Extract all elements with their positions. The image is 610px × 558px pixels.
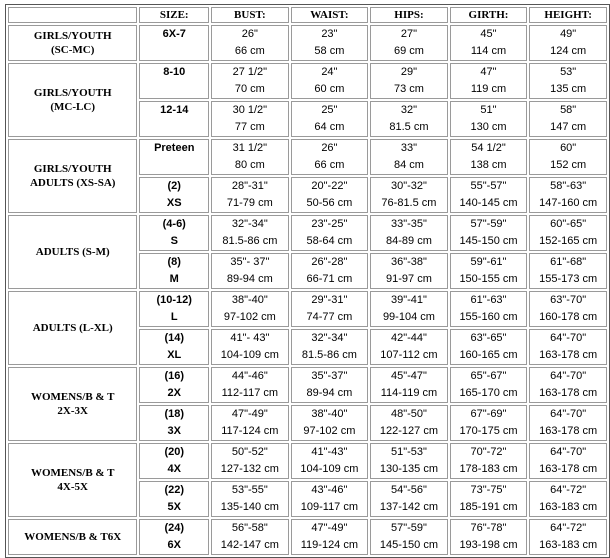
girth-primary-text: 70"-72" <box>470 446 507 458</box>
size-secondary-text <box>140 43 208 60</box>
group-label-line: WOMENS/B & T <box>30 467 115 479</box>
height-primary-text: 64"-70" <box>550 332 587 344</box>
girth-secondary-text: 145-150 cm <box>459 235 518 247</box>
size-secondary-text: 2X <box>167 387 181 399</box>
height-cell <box>529 329 607 365</box>
girth-primary-text: 61"-63" <box>470 294 507 306</box>
group-label-cell <box>8 291 137 365</box>
group-label-line: ADULTS (L-XL) <box>32 322 113 334</box>
girth-secondary-text: 119 cm <box>470 83 507 95</box>
group-label-line: 2X-3X <box>57 405 88 417</box>
girth-primary-text: 73"-75" <box>470 484 507 496</box>
hips-cell <box>370 253 448 289</box>
size-primary-text: (18) <box>164 408 185 420</box>
girth-secondary-text: 178-183 cm <box>459 463 518 475</box>
hips-secondary-text: 114-119 cm <box>380 387 438 399</box>
bust-secondary-text: 81.5-86 cm <box>222 235 278 247</box>
bust-cell <box>211 443 289 479</box>
group-label-line: (MC-LC) <box>50 101 95 113</box>
waist-secondary-text: 64 cm <box>314 121 345 133</box>
size-secondary-text: S <box>170 235 178 247</box>
height-secondary-text: 147 cm <box>550 121 587 133</box>
girth-secondary-text: 140-145 cm <box>459 197 518 209</box>
waist-primary-text: 26" <box>321 142 338 154</box>
waist-secondary-text: 109-117 cm <box>300 501 359 513</box>
size-secondary-text <box>140 157 208 174</box>
hips-primary-text: 57"-59" <box>390 522 427 534</box>
bust-primary-text: 41"- 43" <box>230 332 270 344</box>
height-primary-text: 58" <box>560 104 577 116</box>
size-cell <box>139 177 209 213</box>
girth-cell <box>450 329 528 365</box>
waist-secondary-text: 50-56 cm <box>306 197 353 209</box>
hips-primary-text: 39"-41" <box>390 294 427 306</box>
hips-secondary-text: 122-127 cm <box>379 425 438 437</box>
group-label-line: (SC-MC) <box>51 44 95 56</box>
waist-secondary-text: 74-77 cm <box>306 311 353 323</box>
hips-cell <box>370 215 448 251</box>
height-cell <box>529 215 607 251</box>
hips-primary-text: 32" <box>400 104 417 116</box>
group-label-cell <box>8 367 137 441</box>
hips-secondary-text: 69 cm <box>393 45 424 57</box>
girth-primary-text: 59"-61" <box>470 256 507 268</box>
bust-primary-text: 47"-49" <box>231 408 268 420</box>
waist-cell <box>291 215 369 251</box>
girth-secondary-text: 114 cm <box>470 45 507 57</box>
size-secondary-text: M <box>169 273 179 285</box>
hips-primary-text: 45"-47" <box>390 370 427 382</box>
group-label-cell <box>8 443 137 517</box>
size-cell <box>139 63 209 99</box>
girth-secondary-text: 170-175 cm <box>459 425 518 437</box>
height-secondary-text: 160-178 cm <box>539 311 598 323</box>
bust-cell <box>211 139 289 175</box>
hips-cell <box>370 101 448 137</box>
header-hips: HIPS: <box>370 7 448 23</box>
hips-secondary-text: 91-97 cm <box>386 273 432 285</box>
hips-primary-text: 36"-38" <box>390 256 427 268</box>
bust-primary-text: 30 1/2" <box>232 104 268 116</box>
waist-cell <box>291 367 369 403</box>
waist-cell <box>291 443 369 479</box>
height-cell <box>529 405 607 441</box>
size-cell <box>139 367 209 403</box>
bust-cell <box>211 481 289 517</box>
bust-primary-text: 31 1/2" <box>232 142 268 154</box>
waist-primary-text: 38"-40" <box>311 408 348 420</box>
height-primary-text: 64"-70" <box>550 408 587 420</box>
height-cell <box>529 291 607 327</box>
bust-primary-text: 27 1/2" <box>232 66 268 78</box>
girth-primary-text: 76"-78" <box>470 522 507 534</box>
girth-cell <box>450 63 528 99</box>
girth-secondary-text: 160-165 cm <box>459 349 518 361</box>
waist-cell <box>291 63 369 99</box>
group-label-cell <box>8 25 137 61</box>
size-primary-text: (24) <box>164 522 185 534</box>
girth-cell <box>450 101 528 137</box>
height-cell <box>529 367 607 403</box>
height-cell <box>529 139 607 175</box>
size-secondary-text <box>140 81 208 98</box>
size-primary-text: (10-12) <box>156 294 192 306</box>
header-row <box>8 7 607 23</box>
group-label-line: GIRLS/YOUTH <box>33 163 112 175</box>
size-cell <box>139 481 209 517</box>
waist-cell <box>291 405 369 441</box>
hips-primary-text: 48"-50" <box>390 408 427 420</box>
height-secondary-text: 163-183 cm <box>539 539 598 551</box>
girth-cell <box>450 443 528 479</box>
header-waist: WAIST: <box>291 7 369 23</box>
waist-cell <box>291 291 369 327</box>
height-cell <box>529 101 607 137</box>
waist-secondary-text: 89-94 cm <box>306 387 353 399</box>
girth-cell <box>450 215 528 251</box>
girth-secondary-text: 150-155 cm <box>459 273 518 285</box>
waist-primary-text: 25" <box>321 104 338 116</box>
girth-primary-text: 67"-69" <box>470 408 507 420</box>
group-label-line: ADULTS (XS-SA) <box>29 177 116 189</box>
girth-cell <box>450 481 528 517</box>
height-secondary-text: 163-178 cm <box>539 387 598 399</box>
size-cell <box>139 291 209 327</box>
hips-cell <box>370 367 448 403</box>
waist-primary-text: 23" <box>321 28 338 40</box>
height-cell <box>529 443 607 479</box>
bust-primary-text: 53"-55" <box>231 484 268 496</box>
bust-cell <box>211 367 289 403</box>
waist-secondary-text: 104-109 cm <box>300 463 359 475</box>
group-label-line: GIRLS/YOUTH <box>33 87 112 99</box>
hips-secondary-text: 81.5 cm <box>389 121 429 133</box>
height-cell <box>529 25 607 61</box>
hips-primary-text: 27" <box>400 28 417 40</box>
hips-cell <box>370 291 448 327</box>
girth-cell <box>450 519 528 555</box>
waist-cell <box>291 139 369 175</box>
size-primary-text: (16) <box>164 370 185 382</box>
bust-secondary-text: 127-132 cm <box>220 463 279 475</box>
waist-cell <box>291 177 369 213</box>
girth-secondary-text: 130 cm <box>470 121 507 133</box>
size-primary-text: (22) <box>164 484 185 496</box>
bust-cell <box>211 329 289 365</box>
waist-primary-text: 26"-28" <box>311 256 348 268</box>
table-row <box>8 519 607 555</box>
size-secondary-text: 5X <box>167 501 181 513</box>
group-label-line: GIRLS/YOUTH <box>33 30 112 42</box>
group-label-cell <box>8 519 137 555</box>
waist-primary-text: 35"-37" <box>311 370 348 382</box>
group-label-line: WOMENS/B & T6X <box>24 531 122 543</box>
bust-secondary-text: 89-94 cm <box>226 273 273 285</box>
header-height: HEIGHT: <box>529 7 607 23</box>
size-chart-table <box>5 4 610 558</box>
header-blank-cell <box>8 7 137 23</box>
group-label-line: 4X-5X <box>57 481 88 493</box>
table-row <box>8 367 607 403</box>
header-size: SIZE: <box>139 7 209 23</box>
bust-primary-text: 26" <box>241 28 258 40</box>
bust-secondary-text: 117-124 cm <box>221 425 279 437</box>
bust-primary-text: 35"- 37" <box>230 256 270 268</box>
waist-secondary-text: 58 cm <box>314 45 345 57</box>
bust-cell <box>211 63 289 99</box>
size-primary-text: (2) <box>167 180 181 192</box>
bust-primary-text: 56"-58" <box>231 522 268 534</box>
girth-primary-text: 55"-57" <box>470 180 507 192</box>
height-secondary-text: 163-178 cm <box>539 463 598 475</box>
waist-primary-text: 24" <box>321 66 338 78</box>
girth-cell <box>450 139 528 175</box>
waist-cell <box>291 481 369 517</box>
size-cell <box>139 405 209 441</box>
height-primary-text: 64"-72" <box>550 484 587 496</box>
waist-cell <box>291 519 369 555</box>
size-cell <box>139 215 209 251</box>
bust-cell <box>211 215 289 251</box>
group-label-cell <box>8 63 137 137</box>
size-secondary-text: XS <box>166 197 182 209</box>
bust-secondary-text: 135-140 cm <box>220 501 279 513</box>
waist-secondary-text: 97-102 cm <box>303 425 356 437</box>
size-cell <box>139 101 209 137</box>
bust-cell <box>211 405 289 441</box>
hips-primary-text: 30"-32" <box>390 180 427 192</box>
height-primary-text: 60"-65" <box>550 218 587 230</box>
waist-primary-text: 23"-25" <box>311 218 348 230</box>
waist-secondary-text: 60 cm <box>314 83 345 95</box>
girth-cell <box>450 25 528 61</box>
height-primary-text: 53" <box>560 66 577 78</box>
bust-secondary-text: 142-147 cm <box>220 539 279 551</box>
bust-cell <box>211 25 289 61</box>
height-secondary-text: 163-183 cm <box>539 501 598 513</box>
girth-secondary-text: 193-198 cm <box>459 539 518 551</box>
height-cell <box>529 63 607 99</box>
hips-primary-text: 33" <box>400 142 417 154</box>
hips-cell <box>370 177 448 213</box>
table-row <box>8 63 607 99</box>
height-secondary-text: 155-173 cm <box>539 273 598 285</box>
girth-primary-text: 54 1/2" <box>471 142 506 154</box>
waist-cell <box>291 253 369 289</box>
hips-secondary-text: 99-104 cm <box>382 311 435 323</box>
size-cell <box>139 139 209 175</box>
bust-cell <box>211 253 289 289</box>
hips-secondary-text: 73 cm <box>393 83 424 95</box>
height-primary-text: 63"-70" <box>550 294 587 306</box>
table-row <box>8 215 607 251</box>
height-primary-text: 49" <box>560 28 577 40</box>
hips-secondary-text: 145-150 cm <box>379 539 438 551</box>
height-secondary-text: 147-160 cm <box>539 197 598 209</box>
waist-secondary-text: 66-71 cm <box>306 273 353 285</box>
bust-cell <box>211 519 289 555</box>
size-primary-text: (4-6) <box>162 218 186 230</box>
height-secondary-text: 152 cm <box>550 159 587 171</box>
bust-primary-text: 50"-52" <box>231 446 268 458</box>
height-secondary-text: 135 cm <box>550 83 587 95</box>
waist-secondary-text: 81.5-86 cm <box>301 349 357 361</box>
size-primary-text: 8-10 <box>163 66 186 78</box>
bust-primary-text: 28"-31" <box>231 180 268 192</box>
group-label-cell <box>8 215 137 289</box>
height-secondary-text: 163-178 cm <box>539 349 598 361</box>
height-primary-text: 64"-70" <box>550 446 587 458</box>
girth-secondary-text: 155-160 cm <box>459 311 518 323</box>
hips-primary-text: 29" <box>400 66 417 78</box>
bust-secondary-text: 70 cm <box>234 83 265 95</box>
header-bust: BUST: <box>211 7 289 23</box>
header-girth: GIRTH: <box>450 7 528 23</box>
size-primary-text: (20) <box>164 446 185 458</box>
hips-secondary-text: 107-112 cm <box>380 349 438 361</box>
girth-primary-text: 47" <box>480 66 497 78</box>
height-secondary-text: 124 cm <box>550 45 587 57</box>
hips-cell <box>370 481 448 517</box>
size-cell <box>139 25 209 61</box>
waist-primary-text: 29"-31" <box>311 294 348 306</box>
girth-secondary-text: 185-191 cm <box>459 501 518 513</box>
hips-cell <box>370 329 448 365</box>
hips-cell <box>370 519 448 555</box>
size-primary-text: Preteen <box>154 142 195 154</box>
waist-primary-text: 32"-34" <box>311 332 348 344</box>
group-label-cell <box>8 139 137 213</box>
bust-cell <box>211 291 289 327</box>
girth-cell <box>450 177 528 213</box>
group-label-line: ADULTS (S-M) <box>35 246 110 258</box>
girth-cell <box>450 405 528 441</box>
waist-secondary-text: 119-124 cm <box>300 539 359 551</box>
size-secondary-text: XL <box>167 349 182 361</box>
hips-primary-text: 54"-56" <box>390 484 427 496</box>
height-primary-text: 61"-68" <box>550 256 587 268</box>
group-label-line: WOMENS/B & T <box>30 391 115 403</box>
size-primary-text: (14) <box>164 332 185 344</box>
girth-primary-text: 51" <box>480 104 497 116</box>
girth-cell <box>450 367 528 403</box>
bust-secondary-text: 97-102 cm <box>223 311 276 323</box>
size-primary-text: 6X-7 <box>162 28 186 40</box>
hips-cell <box>370 63 448 99</box>
height-primary-text: 64"-70" <box>550 370 587 382</box>
hips-secondary-text: 84 cm <box>393 159 424 171</box>
waist-secondary-text: 58-64 cm <box>306 235 353 247</box>
hips-secondary-text: 130-135 cm <box>379 463 438 475</box>
bust-primary-text: 38"-40" <box>231 294 268 306</box>
girth-secondary-text: 165-170 cm <box>459 387 518 399</box>
hips-secondary-text: 76-81.5 cm <box>381 197 437 209</box>
height-secondary-text: 163-178 cm <box>539 425 598 437</box>
table-row <box>8 139 607 175</box>
size-primary-text: 12-14 <box>160 104 189 116</box>
size-secondary-text: L <box>170 311 178 323</box>
height-cell <box>529 481 607 517</box>
girth-cell <box>450 291 528 327</box>
height-secondary-text: 152-165 cm <box>539 235 598 247</box>
height-primary-text: 58"-63" <box>550 180 587 192</box>
hips-primary-text: 42"-44" <box>390 332 427 344</box>
waist-cell <box>291 329 369 365</box>
hips-secondary-text: 84-89 cm <box>386 235 432 247</box>
bust-primary-text: 44"-46" <box>231 370 268 382</box>
bust-secondary-text: 80 cm <box>234 159 265 171</box>
size-cell <box>139 253 209 289</box>
waist-primary-text: 47"-49" <box>311 522 348 534</box>
waist-primary-text: 20"-22" <box>311 180 348 192</box>
girth-primary-text: 63"-65" <box>470 332 507 344</box>
size-primary-text: (8) <box>167 256 181 268</box>
bust-secondary-text: 66 cm <box>234 45 265 57</box>
table-row <box>8 25 607 61</box>
hips-primary-text: 51"-53" <box>390 446 427 458</box>
height-cell <box>529 519 607 555</box>
size-secondary-text: 6X <box>167 539 181 551</box>
hips-secondary-text: 137-142 cm <box>379 501 438 513</box>
size-secondary-text: 4X <box>167 463 181 475</box>
bust-secondary-text: 71-79 cm <box>226 197 273 209</box>
girth-primary-text: 57"-59" <box>470 218 507 230</box>
bust-primary-text: 32"-34" <box>231 218 268 230</box>
bust-secondary-text: 104-109 cm <box>220 349 279 361</box>
hips-cell <box>370 443 448 479</box>
girth-cell <box>450 253 528 289</box>
bust-cell <box>211 177 289 213</box>
waist-cell <box>291 25 369 61</box>
girth-primary-text: 45" <box>480 28 497 40</box>
bust-secondary-text: 77 cm <box>234 121 265 133</box>
girth-primary-text: 65"-67" <box>470 370 507 382</box>
height-primary-text: 64"-72" <box>550 522 587 534</box>
height-primary-text: 60" <box>560 142 577 154</box>
size-cell <box>139 329 209 365</box>
bust-secondary-text: 112-117 cm <box>221 387 279 399</box>
waist-secondary-text: 66 cm <box>314 159 345 171</box>
bust-cell <box>211 101 289 137</box>
size-secondary-text: 3X <box>167 425 181 437</box>
size-chart-body <box>8 7 607 555</box>
size-cell <box>139 443 209 479</box>
hips-cell <box>370 405 448 441</box>
height-cell <box>529 253 607 289</box>
waist-cell <box>291 101 369 137</box>
waist-primary-text: 43"-46" <box>311 484 348 496</box>
table-row <box>8 443 607 479</box>
height-cell <box>529 177 607 213</box>
table-row <box>8 291 607 327</box>
size-cell <box>139 519 209 555</box>
girth-secondary-text: 138 cm <box>470 159 507 171</box>
waist-primary-text: 41"-43" <box>311 446 348 458</box>
hips-primary-text: 33"-35" <box>390 218 427 230</box>
hips-cell <box>370 25 448 61</box>
hips-cell <box>370 139 448 175</box>
size-secondary-text <box>140 119 208 136</box>
